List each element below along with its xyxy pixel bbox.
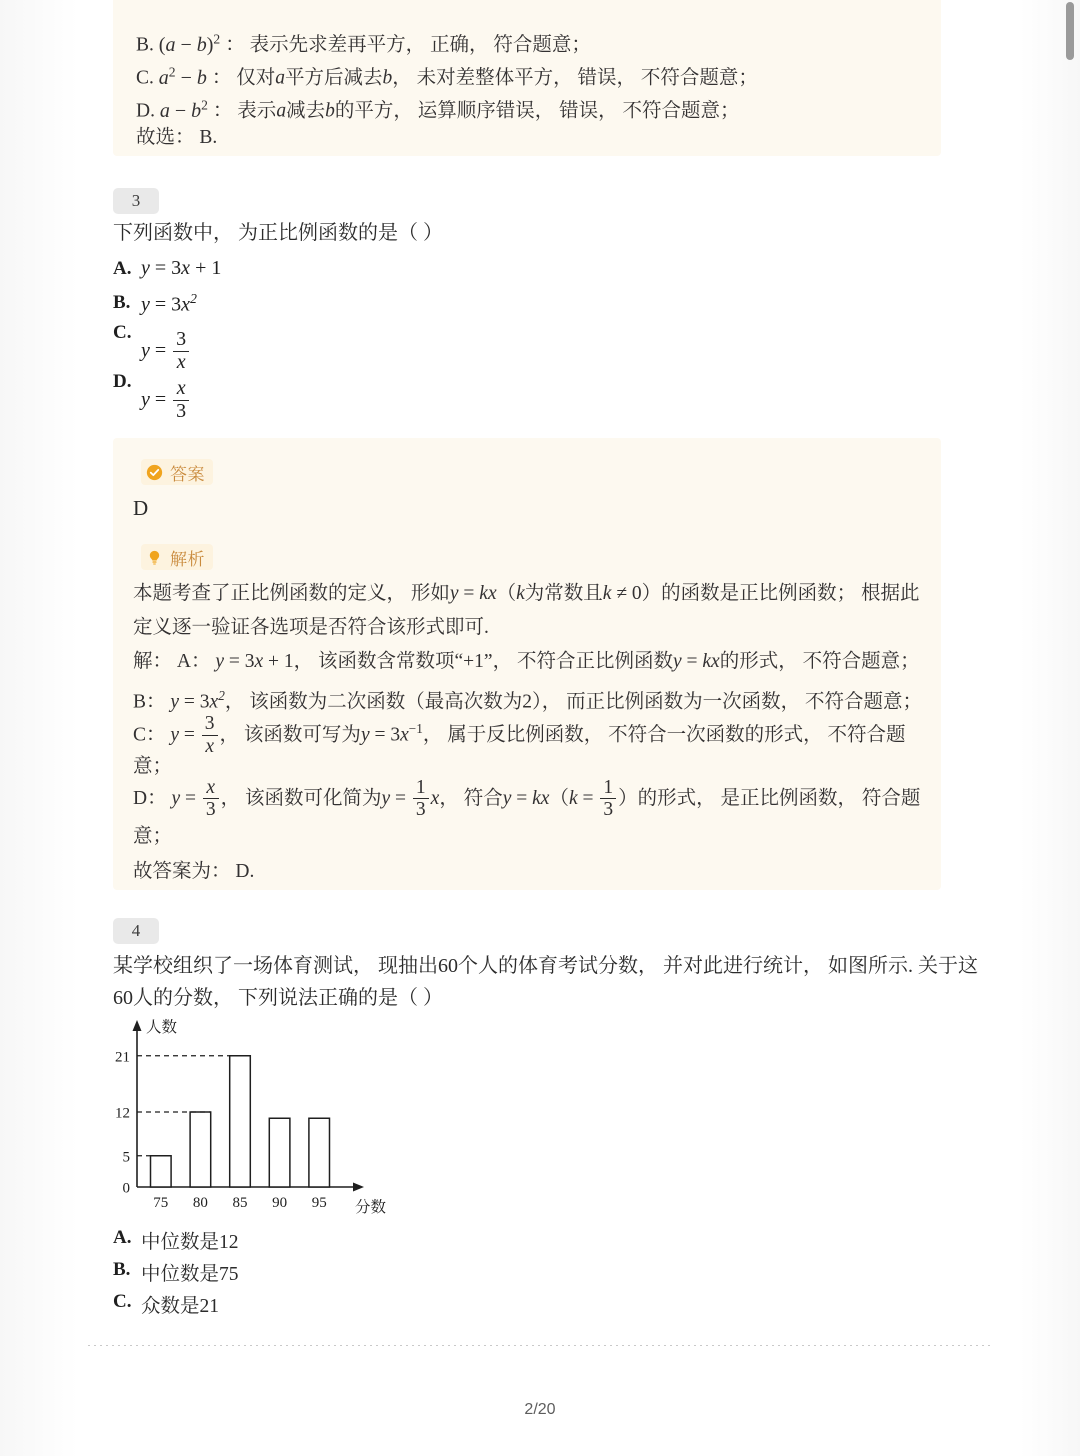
prev-option-d-text: ： 表示a减去b的平方， 运算顺序错误， 错误， 不符合题意； (212, 100, 740, 122)
chart-bar (309, 1118, 330, 1187)
question-3-option-d-letter: D. (113, 371, 132, 392)
question-3-option-a-expression: y = 3x + 1 (141, 257, 222, 279)
chart-bar (151, 1156, 172, 1187)
question-3-option-b-letter: B. (113, 292, 131, 313)
chart-svg (113, 1005, 403, 1220)
analysis-case-a: 解： A： y = 3x + 1， 该函数含常数项“+1”， 不符合正比例函数y = kx的形式， 不符合题意； (133, 651, 920, 672)
analysis-case-d-cont: 意； (133, 826, 173, 847)
analysis-case-b: B： $y = 3x^2$， 该函数为二次函数（最高次数为2）， 而正比例函数为一次函数， 不符合题意； (133, 688, 922, 713)
page-left-shading (0, 0, 78, 1456)
prev-option-c-letter: C. (136, 67, 154, 89)
chart-x-tick-label: 80 (192, 1195, 208, 1211)
analysis-paragraph-2: 定义逐一验证各选项是否符合该形式即可. (133, 617, 489, 638)
question-4-number-badge: 4 (113, 918, 159, 944)
scrollbar-track[interactable] (1066, 0, 1078, 1456)
question-3-number-badge: 3 (113, 188, 159, 214)
analysis-section-heading (141, 544, 213, 570)
prev-option-b-expression: $(a - b)^2$ (158, 31, 221, 56)
question-4-option-a-text: 中位数是12 (141, 1232, 239, 1253)
chart-y-tick-label: 0 (122, 1180, 130, 1197)
question-3-option-d-expression: y = $\frac{x}{3}$ (141, 379, 191, 423)
question-3-option-c-expression: y = $\frac{3}{x}$ (141, 330, 191, 374)
chart-y-tick-label: 21 (115, 1049, 130, 1066)
chart-bar (190, 1112, 211, 1187)
check-circle-icon (146, 464, 163, 481)
question-4-stem-line-2: 60人的分数， 下列说法正确的是（ ） (113, 987, 443, 1009)
question-3-option-c-letter: C. (113, 322, 132, 343)
question-4-option-c-text: 众数是21 (141, 1296, 220, 1317)
prev-option-c-text: ： 仅对a平方后减去b， 未对差整体平方， 错误， 不符合题意； (211, 67, 758, 89)
question-3-option-b-expression: $y = 3x^2$ (141, 291, 197, 316)
chart-y-tick-label: 5 (122, 1149, 130, 1166)
page-divider (88, 1345, 992, 1346)
question-3-stem: 下列函数中， 为正比例函数的是（ ） (113, 222, 443, 244)
chart-x-tick-label: 95 (311, 1195, 327, 1211)
question-4-option-b-text: 中位数是75 (141, 1264, 239, 1285)
question-3-option-a-letter: A. (113, 258, 132, 279)
page-number-footer: 2/20 (524, 1401, 556, 1418)
answer-section-label: 答案 (170, 464, 205, 484)
analysis-case-d: D： y = $\frac{x}{3}$ ， 该函数可化简为y = $\frac{1}{3}$ x， 符合y = kx（k = $\frac{1}{3}$ ）的形式， 是正比例函数， 符合题 (133, 777, 921, 821)
question-4-option-b-letter: B. (113, 1259, 131, 1280)
prev-explanation-line-d (136, 88, 739, 129)
chart-bar (230, 1056, 251, 1187)
prev-option-d-expression: $a - b^2$ (159, 97, 208, 122)
analysis-final-answer: 故答案为： D. (133, 861, 255, 882)
prev-option-c-expression: $a^2 - b$ (158, 64, 207, 89)
chart-x-axis-label: 分数 (355, 1199, 387, 1216)
chart-y-tick-label: 12 (115, 1105, 130, 1122)
analysis-case-c: C： y = $\frac{3}{x}$ ， 该函数可写为$y = 3x^{-1}$， 属于反比例函数， 不符合一次函数的形式， 不符合题 (133, 713, 906, 757)
lightbulb-icon (146, 549, 163, 566)
prev-option-d-letter: D. (136, 100, 155, 122)
prev-option-b-text: ： 表示先求差再平方， 正确， 符合题意； (225, 34, 591, 56)
answer-section-heading (141, 459, 213, 485)
chart-x-tick-label: 90 (272, 1195, 288, 1211)
question-4-option-c-letter: C. (113, 1291, 132, 1312)
question-3-answer-value: D (133, 496, 149, 520)
score-distribution-bar-chart (113, 1005, 403, 1220)
analysis-case-c-cont: 意； (133, 756, 173, 777)
question-4-stem-line-1: 某学校组织了一场体育测试， 现抽出60个人的体育考试分数， 并对此进行统计， 如图所示. 关于这 (113, 955, 978, 977)
analysis-paragraph-1: 本题考查了正比例函数的定义， 形如y = kx（k为常数且k ≠ 0）的函数是正比例函数； 根据此 (133, 583, 920, 604)
prev-explanation-final: 故选： B. (136, 127, 218, 148)
analysis-section-label: 解析 (170, 549, 205, 569)
chart-x-tick-label: 75 (153, 1195, 169, 1211)
chart-bar (269, 1118, 290, 1187)
chart-y-axis-label: 人数 (146, 1019, 178, 1036)
question-4-option-a-letter: A. (113, 1227, 132, 1248)
chart-x-tick-label: 85 (232, 1195, 248, 1211)
prev-option-b-letter: B. (136, 34, 154, 56)
scrollbar-thumb[interactable] (1066, 2, 1074, 60)
